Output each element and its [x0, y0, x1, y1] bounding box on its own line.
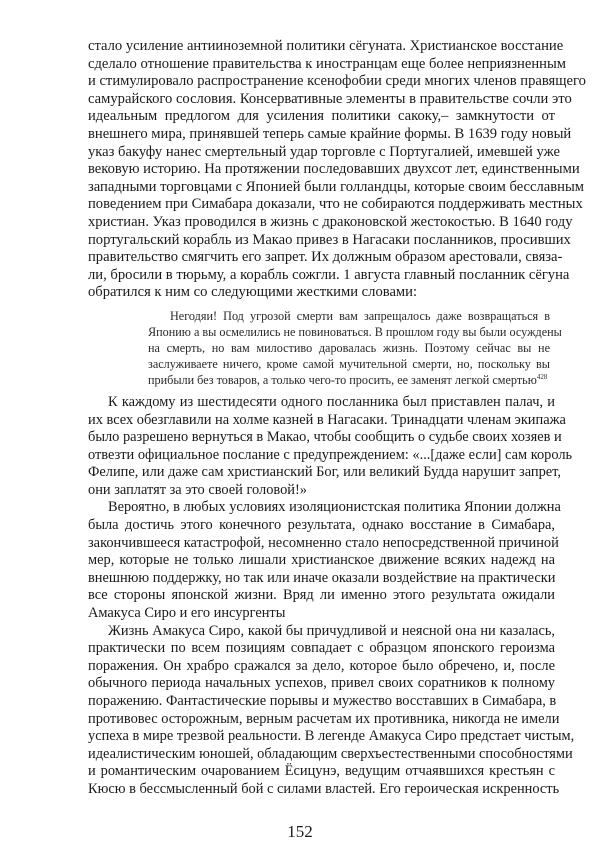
paragraph [88, 622, 575, 799]
page-number: 152 [287, 822, 313, 841]
text-line-content: внешнюю поддержку, но так или иначе оказали воздействие на практически [88, 569, 556, 586]
text-line-content: заслуживаете ничего, кроме самой мучительной смерти, но, поскольку вы [148, 356, 550, 371]
text-line-content: португальский корабль из Макао привез в Нагасаки посланников, просивших [88, 231, 571, 248]
text-line-content: идеалистическим юношей, обладающим сверхъестественными способностями [88, 745, 573, 762]
footnote-reference[interactable]: 428 [536, 372, 548, 381]
text-line-content: К каждому из шестидесяти одного посланника был приставлен палач, и [108, 393, 555, 410]
block-quote [148, 308, 562, 388]
text-line-content: поражению. Фантастические порывы и мужество восставших в Симабара, в [88, 693, 557, 709]
text-line [88, 552, 555, 570]
text-line [88, 499, 561, 517]
text-line [88, 231, 571, 250]
main-text-top [88, 38, 586, 302]
text-line [88, 482, 555, 500]
text-line-content: вековую историю. На протяжении последовавших двухсот лет, единственными [88, 161, 580, 178]
text-line-content: их всех обезглавили на холме казней в Нагасаки. Тринадцати членам экипажа [88, 411, 566, 428]
paragraph [88, 499, 561, 622]
text-line [148, 340, 550, 356]
text-line [148, 372, 550, 388]
paragraph [88, 38, 586, 302]
text-line [88, 587, 555, 605]
text-line [88, 178, 585, 197]
text-line [88, 570, 555, 588]
text-line [88, 55, 566, 74]
text-line [88, 161, 580, 179]
text-line-content: мер, которые не только лишали христианское движение всяких надежд на [88, 552, 555, 569]
text-line [88, 693, 555, 711]
text-line-content: и стимулировало распространение ксенофобии среди многих членов правящего [88, 73, 586, 90]
text-line-content: Кюсю в бессмысленный бой с силами властей. Его героическая искренность [88, 780, 560, 797]
text-line [88, 394, 555, 412]
text-line-content: было разрешено вернуться в Макао, чтобы сообщить о судьбе своих хозяев и [88, 429, 562, 446]
text-line [88, 125, 572, 144]
text-line-content: на смерть, но вам милостиво даровалась жизнь. Поэтому сейчас вы не [148, 340, 550, 355]
text-line-content: была достичь этого конечного результата, однако восстание в Симабара, [88, 517, 555, 534]
text-line-content: сделало отношение правительства к иностранцам еще более неприязненным [88, 55, 566, 72]
paragraph [88, 393, 573, 500]
text-line [88, 728, 575, 746]
text-line-content: они заплатят за это своей головой!» [88, 481, 307, 498]
text-line-content: самурайского сословия. Консервативные элементы в правительстве сочли это [88, 90, 572, 107]
text-line [88, 446, 573, 465]
text-line-content: Негодяи! Под угрозой смерти вам запрещалось даже возвращаться в [170, 308, 550, 323]
text-line-content: Фелипе, или даже сам христианский Бог, или великий Будда нарушит запрет, [88, 464, 561, 481]
text-line [88, 763, 555, 781]
text-line [88, 605, 555, 623]
text-line [88, 411, 566, 430]
text-line-content: Японию а вы осмелились не повиноваться. В прошлом году вы были осуждены [148, 324, 562, 339]
text-line-content: поведением при Симабара доказали, что не собираются поддерживать местных [88, 196, 583, 213]
text-line [88, 38, 564, 56]
text-line [148, 324, 562, 340]
text-line [88, 266, 570, 285]
text-line [88, 90, 572, 109]
text-line [88, 745, 573, 764]
text-line [88, 249, 563, 267]
page-body [88, 38, 586, 799]
text-line-content: противовес осторожным, верным расчетам их противника, никогда не имели [88, 710, 560, 727]
text-line [88, 73, 586, 91]
text-line-content: внешнего мира, принявшей теперь самые крайние формы. В 1639 году новый [88, 125, 572, 142]
text-line [88, 780, 560, 799]
text-line-content: христиан. Указ проводился в жизнь с драконовской жестокостью. В 1640 году [88, 213, 573, 230]
paragraph [148, 308, 562, 388]
text-line [148, 356, 550, 372]
text-line-content: западными торговцами с Японией были голландцы, которые своим бесславным [88, 178, 585, 195]
text-line-content: закончившееся катастрофой, несомненно стало непосредственной причиной [88, 534, 559, 551]
text-line [88, 623, 555, 641]
text-line-content: все стороны японской жизни. Вряд ли именно этого результата ожидали [88, 587, 555, 604]
text-line-content: стало усиление антииноземной политики сёгуната. Христианское восстание [88, 38, 564, 54]
text-line [88, 143, 560, 162]
text-line-content: правительство смягчить его запрет. Их должным образом арестовали, связа- [88, 249, 563, 266]
main-text-bottom [88, 393, 575, 799]
text-line-content: ли, бросили в тюрьму, а корабль сожгли. 1 августа главный посланник сёгуна [88, 266, 570, 283]
text-line [88, 429, 562, 447]
text-line-content: обычного периода начальных успехов, привел своих соратников к полному [88, 675, 555, 692]
text-line-content: обратился к ним со следующими жесткими словами: [88, 284, 418, 301]
text-line-content: прибыли без товаров, а только чего-то просить, ее заменят легкой смертью [148, 372, 537, 387]
text-line [88, 213, 573, 232]
text-line-content: успеха в мире трезвой реальности. В легенде Амакуса Сиро предстает чистым, [88, 728, 575, 745]
text-line [88, 658, 555, 676]
text-line-content: указ бакуфу нанес смертельный удар торговле с Португалией, имевшей уже [88, 143, 560, 160]
text-line-content: отвезти официальное послание с предупреждением: «...[даже если] сам король [88, 446, 573, 463]
text-line [88, 196, 583, 214]
text-line-content: практически по всем позициям совпадает с образцом японского героизма [88, 640, 555, 657]
text-line [88, 517, 555, 535]
text-line-content: идеальным предлогом для усиления политики сакоку,– замкнутости от [88, 108, 555, 125]
text-line [88, 284, 555, 302]
text-line [88, 640, 555, 658]
text-line [88, 675, 555, 693]
text-line-content: поражения. Он храбро сражался за дело, которое было обречено, и, после [88, 657, 555, 674]
text-line-content: Жизнь Амакуса Сиро, какой бы причудливой и неясной она ни казалась, [108, 622, 555, 639]
text-line [88, 464, 561, 482]
text-line [88, 534, 559, 553]
text-line-content: Амакуса Сиро и его инсургенты [88, 605, 286, 622]
text-line-content: и романтическим очарованием Ёсицунэ, ведущим отчаявшихся крестьян с [88, 763, 555, 780]
text-line [148, 308, 550, 324]
text-line [88, 108, 555, 126]
text-line-content: Вероятно, в любых условиях изоляционистская политика Японии должна [108, 499, 561, 516]
text-line [88, 710, 560, 729]
